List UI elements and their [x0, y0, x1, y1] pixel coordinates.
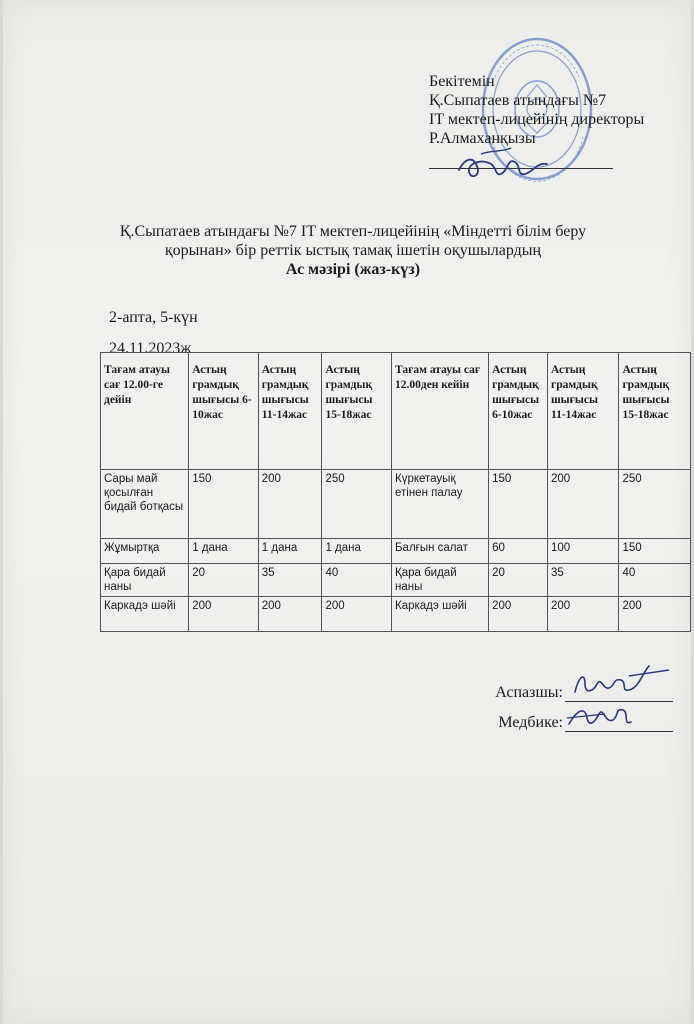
table-cell: 60 — [489, 539, 548, 564]
table-cell: 200 — [547, 470, 618, 539]
nurse-label: Медбике: — [498, 714, 563, 731]
document-page — [3, 0, 691, 1024]
nurse-signature-icon — [565, 700, 635, 736]
table-cell: 200 — [489, 597, 548, 632]
table-cell: 150 — [489, 470, 548, 539]
table-cell: 200 — [189, 597, 259, 632]
table-cell: Балғын салат — [392, 539, 489, 564]
table-cell: 20 — [489, 564, 548, 597]
table-cell: 1 дана — [189, 539, 259, 564]
table-cell: 200 — [322, 597, 392, 632]
document-title — [103, 222, 603, 279]
table-cell: 200 — [258, 470, 322, 539]
table-cell: 200 — [547, 597, 618, 632]
header-cell: Тағам атауы сағ 12.00ден кейін — [392, 353, 489, 470]
cook-signature-icon — [569, 662, 673, 704]
table-cell: Қара бидай наны — [392, 564, 489, 597]
table-cell: Күркетауық етінен палау — [392, 470, 489, 539]
header-cell: Тағам атауы сағ 12.00-ге дейін — [101, 353, 189, 470]
table-cell: 40 — [322, 564, 392, 597]
header-cell: Астың грамдық шығысы 15-18жас — [619, 353, 691, 470]
nurse-signature-line — [565, 714, 673, 732]
header-cell: Астың грамдық шығысы 6-10жас — [189, 353, 259, 470]
table-cell: 100 — [547, 539, 618, 564]
table-cell: 35 — [547, 564, 618, 597]
table-cell: 250 — [619, 470, 691, 539]
menu-table — [100, 352, 691, 632]
table-row — [101, 564, 691, 597]
table-cell: 1 дана — [258, 539, 322, 564]
table-cell: 40 — [619, 564, 691, 597]
title-line-3: Ас мәзірі (жаз-күз) — [285, 261, 421, 278]
title-line-1: Қ.Сыпатаев атындағы №7 IT мектеп-лицейінің «Міндетті білім беру — [119, 223, 587, 240]
table-cell: Каркадэ шәйі — [101, 597, 189, 632]
director-signature-line — [429, 150, 613, 169]
cook-label: Аспазшы: — [495, 684, 563, 701]
title-line-2: қорынан» бір реттік ыстық тамақ ішетін оқушылардың — [164, 242, 542, 259]
table-cell: 250 — [322, 470, 392, 539]
table-cell: 150 — [619, 539, 691, 564]
week-day-label: 2-апта, 5-күн — [109, 309, 198, 326]
table-cell: 1 дана — [322, 539, 392, 564]
table-row — [101, 597, 691, 632]
header-cell: Астың грамдық шығысы 15-18жас — [322, 353, 392, 470]
approval-director-name: Р.Алмаханқызы — [429, 130, 536, 147]
date-label: 24.11.2023ж — [109, 340, 192, 357]
table-cell: 150 — [189, 470, 259, 539]
approval-school: Қ.Сыпатаев атындағы №7 — [429, 92, 607, 109]
header-cell: Астың грамдық шығысы 11-14жас — [258, 353, 322, 470]
table-cell: 200 — [619, 597, 691, 632]
header-cell: Астың грамдық шығысы 11-14жас — [547, 353, 618, 470]
nurse-signature-row — [473, 702, 673, 732]
table-cell: Қара бидай наны — [101, 564, 189, 597]
cook-signature-row — [473, 672, 673, 702]
approval-heading: Бекітемін — [429, 73, 495, 90]
table-cell: 20 — [189, 564, 259, 597]
cook-signature-line — [565, 684, 673, 702]
table-row — [101, 539, 691, 564]
signers-block — [473, 672, 673, 732]
table-row — [101, 470, 691, 539]
table-header-row — [101, 353, 691, 470]
table-cell: Каркадэ шәйі — [392, 597, 489, 632]
approval-block — [429, 72, 679, 169]
table-cell: Сары май қосылған бидай ботқасы — [101, 470, 189, 539]
table-cell: 200 — [258, 597, 322, 632]
approval-position: IT мектеп-лицейінің директоры — [429, 111, 645, 128]
table-cell: 35 — [258, 564, 322, 597]
header-cell: Астың грамдық шығысы 6-10жас — [489, 353, 548, 470]
table-cell: Жұмыртқа — [101, 539, 189, 564]
